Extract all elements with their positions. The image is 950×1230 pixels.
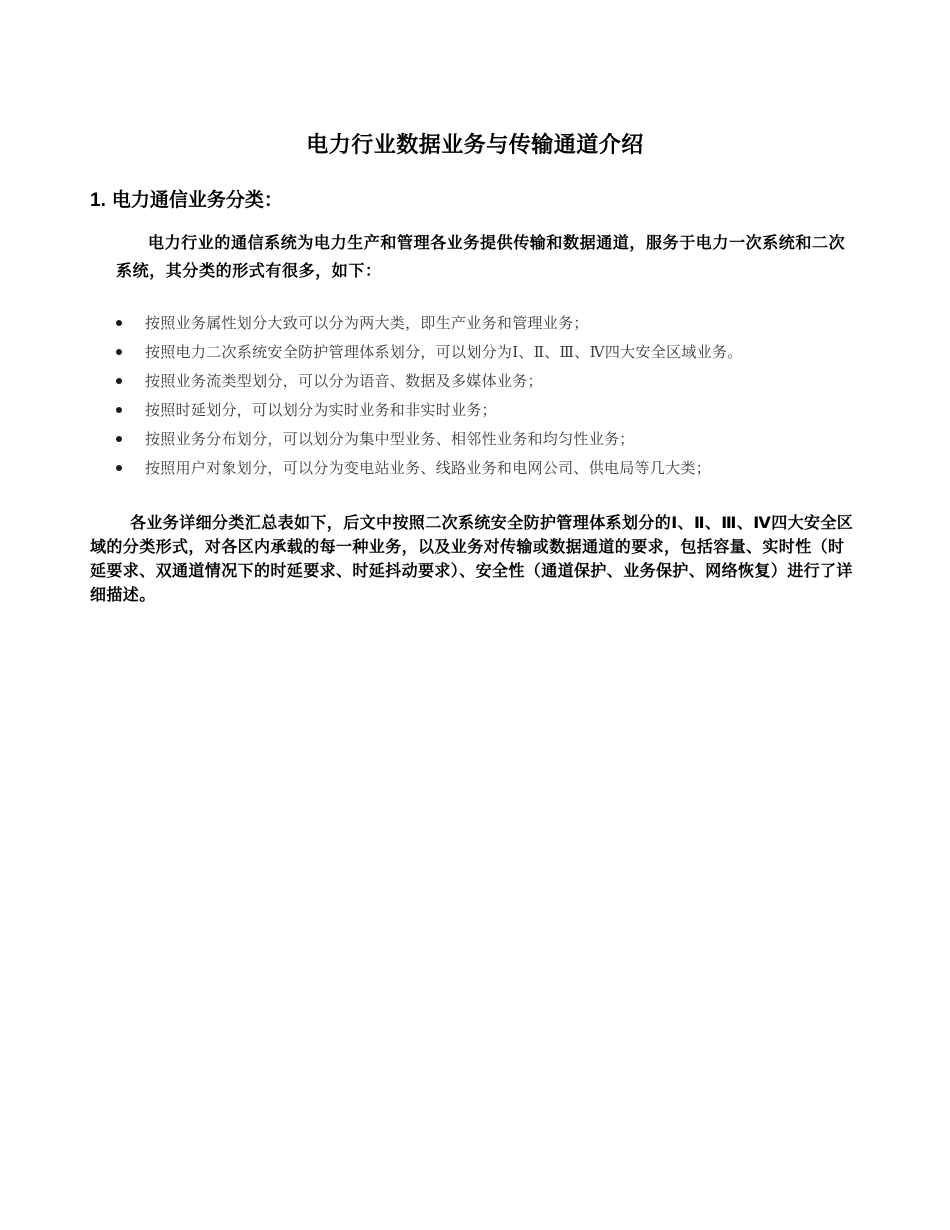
- section-number: 1.: [90, 190, 106, 211]
- list-item: [112, 425, 912, 454]
- bullet-icon: [116, 349, 122, 355]
- bullet-icon: [116, 320, 122, 326]
- intro-paragraph: 电力行业的通信系统为电力生产和管理各业务提供传输和数据通道，服务于电力一次系统和二次系统，其分类的形式有很多，如下：: [116, 233, 846, 280]
- list-item-text: 按照用户对象划分，可以分为变电站业务、线路业务和电网公司、供电局等几大类；: [145, 459, 712, 477]
- bullet-icon: [116, 378, 122, 384]
- list-item: [112, 338, 912, 367]
- list-item-text: 按照业务分布划分，可以划分为集中型业务、相邻性业务和均匀性业务；: [145, 430, 635, 448]
- list-item-text: 按照业务属性划分大致可以分为两大类，即生产业务和管理业务；: [145, 314, 589, 332]
- list-item-text: 按照时延划分，可以划分为实时业务和非实时业务；: [145, 401, 497, 419]
- bullet-icon: [116, 407, 122, 413]
- list-item: [112, 367, 912, 396]
- list-item-text: 按照电力二次系统安全防护管理体系划分，可以划分为Ⅰ、Ⅱ、Ⅲ、Ⅳ四大安全区域业务。: [145, 343, 743, 361]
- section-heading-text: 电力通信业务分类：: [111, 189, 283, 211]
- document-title: 电力行业数据业务与传输通道介绍: [306, 133, 644, 158]
- list-item-text: 按照业务流类型划分，可以分为语音、数据及多媒体业务；: [145, 372, 543, 390]
- classification-list: [112, 309, 912, 483]
- section-heading: [90, 187, 283, 214]
- bullet-icon: [116, 465, 122, 471]
- list-item: [112, 309, 912, 338]
- list-item: [112, 454, 912, 483]
- list-item: [112, 396, 912, 425]
- bullet-icon: [116, 436, 122, 442]
- summary-paragraph: 各业务详细分类汇总表如下，后文中按照二次系统安全防护管理体系划分的Ⅰ、Ⅱ、Ⅲ、Ⅳ四大安全区域的分类形式，对各区内承载的每一种业务，以及业务对传输或数据通道的要求，包括容量、实时性（时延要求、双通道情况下的时延要求、时延抖动要求）、安全性（通道保护、业务保护、网络恢复）进行了详细描述。: [90, 513, 854, 604]
